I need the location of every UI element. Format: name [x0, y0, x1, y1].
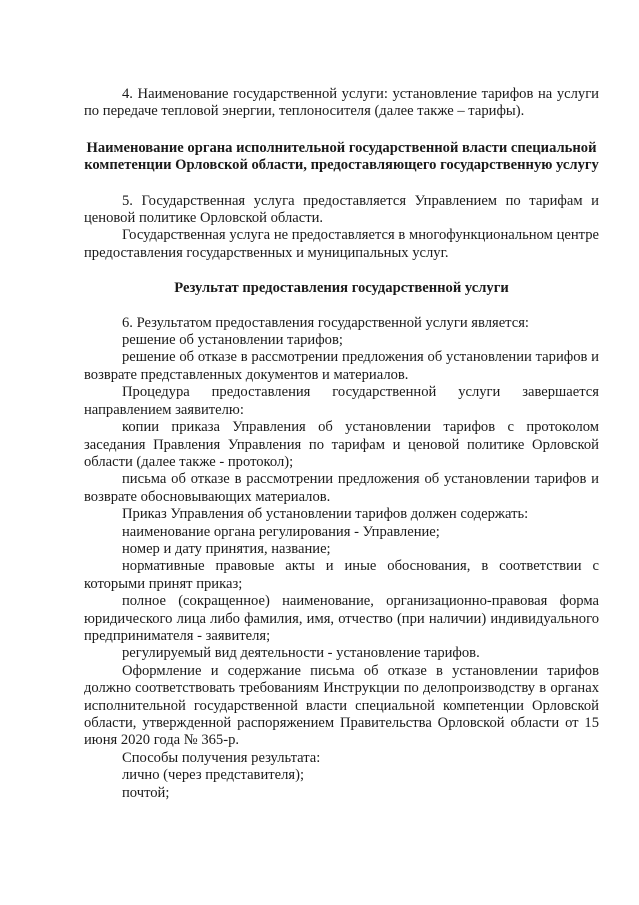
paragraph-6-legal-acts: нормативные правовые акты и иные обоснования, в соответствии с которыми принят приказ; — [84, 558, 599, 592]
paragraph-6-number-date: номер и дату принятия, название; — [122, 540, 331, 557]
heading-authority: Наименование органа исполнительной государственной власти специальной компетенции Орловской области, предоставляющего государственную услугу — [84, 139, 599, 174]
paragraph-6-by-mail: почтой; — [122, 784, 170, 801]
paragraph-6-authority-name: наименование органа регулирования - Управление; — [122, 523, 440, 540]
paragraph-5: 5. Государственная услуга предоставляется Управлением по тарифам и ценовой политике Орловской области. — [84, 192, 599, 227]
paragraph-6-applicant-name: полное (сокращенное) наименование, организационно-правовая форма юридического лица либо фамилия, имя, отчество (при наличии) индивидуального предпринимателя - заявителя; — [84, 593, 599, 644]
paragraph-6-in-person: лично (через представителя); — [122, 767, 305, 784]
paragraph-6-activity: регулируемый вид деятельности - установление тарифов. — [122, 645, 480, 662]
paragraph-6-refusal: решение об отказе в рассмотрении предложения об установлении тарифов и возврате представленных документов и материалов. — [84, 349, 599, 383]
paragraph-6-methods: Способы получения результата: — [122, 749, 321, 766]
paragraph-6-order-copy: копии приказа Управления об установлении тарифов с протоколом заседания Правления Управления по тарифам и ценовой политике Орловской области (далее также - протокол); — [84, 419, 599, 470]
paragraph-6-decision: решение об установлении тарифов; — [122, 332, 343, 349]
paragraph-4: 4. Наименование государственной услуги: установление тарифов на услуги по передаче тепловой энергии, теплоносителя (далее также – тарифы). — [84, 86, 599, 120]
heading-result: Результат предоставления государственной услуги — [174, 280, 509, 297]
paragraph-6-order-contents: Приказ Управления об установлении тарифов должен содержать: — [122, 506, 529, 523]
paragraph-6: 6. Результатом предоставления государственной услуги является: — [122, 314, 529, 331]
paragraph-6-refusal-letter: письма об отказе в рассмотрении предложения об установлении тарифов и возврате обосновывающих материалов. — [84, 471, 599, 505]
paragraph-6-letter-requirements: Оформление и содержание письма об отказе в установлении тарифов должно соответствовать требованиям Инструкции по делопроизводству в органах исполнительной государственной власти специальной компетенции Орловской области, утвержденной распоряжением Правительства Орловской области от 15 июня 2020 года № 365-р. — [84, 662, 599, 749]
paragraph-6-procedure: Процедура предоставления государственной услуги завершается направлением заявителю: — [84, 384, 599, 418]
paragraph-5-mfc: Государственная услуга не предоставляется в многофункциональном центре предоставления государственных и муниципальных услуг. — [84, 227, 599, 261]
